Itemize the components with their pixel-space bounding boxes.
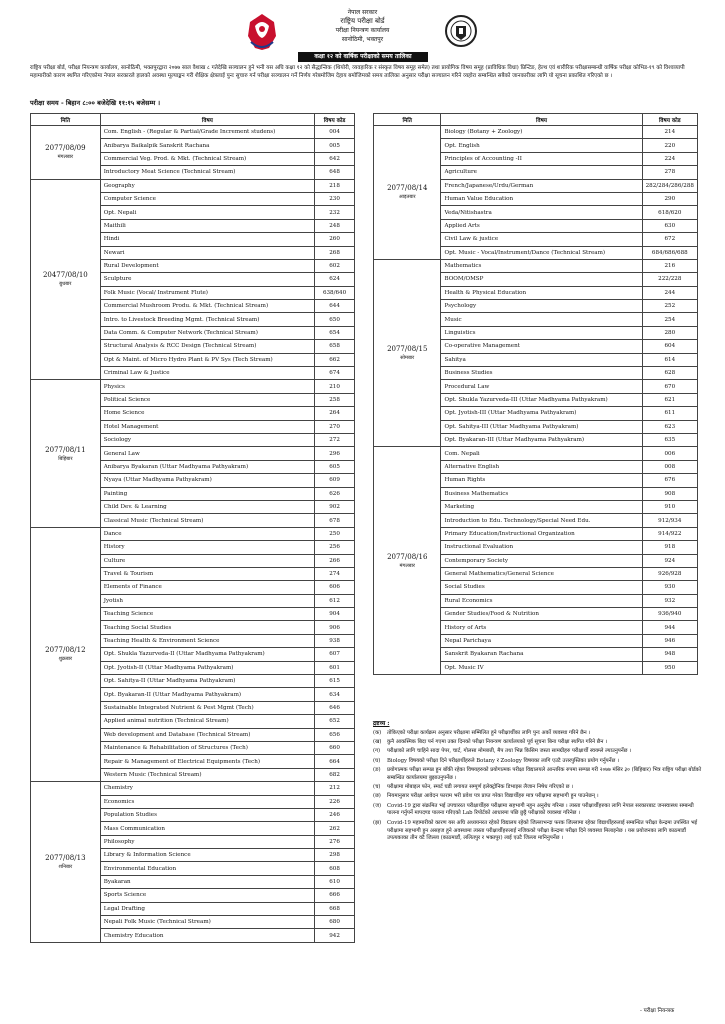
subject-code-cell: 682 [315,768,355,781]
subject-code-cell: 656 [315,728,355,741]
subject-code-cell: 646 [315,701,355,714]
note-text: Covid-19 महामारीको कारण यस अघि अध्ययनरत रहेको विद्यालय रहेको जिल्लाभन्दा फरक जिल्लामा रहेका विद्यार्थीहरुलाई सम्बन्धित परीक्षा केन्द्रमा उपस्थित भई परीक्षामा सहभागी हुन असहज हुने अवस्थामा त्यस्ता परीक्षार्थीहरुलाई नजिकको परीक्षा केन्द्रमा परीक्षा दिने व्यवस्था मिलाइनेछ । यस प्रयोजनका लागि काठमाडौं उपत्यकाका तीन वटै जिल्ला (काठमाडौं, ललितपुर र भक्तपुर) लाई एउटै जिल्ला मानिनुपर्नेछ । [387,819,698,842]
subject-code-cell: 274 [315,567,355,580]
subject-code-cell: 902 [315,500,355,513]
exam-date-cell [31,126,101,180]
subject-cell: Sahitya [441,353,642,366]
exam-weekday: आइतबार [398,194,416,201]
subject-code-cell: 008 [642,460,697,473]
subject-code-cell: 914/922 [642,527,697,540]
subject-cell: Mathematics [441,259,642,272]
subject-code-cell: 918 [642,541,697,554]
subject-code-cell: 614 [642,353,697,366]
exam-date: 2077/08/15 [387,345,428,354]
subject-cell: Commercial Mushroom Produ. & Mkt. (Technical Stream) [100,300,314,313]
note-text: Biology विषयको परीक्षा दिने परीक्षार्थीहरुले Botany र Zoology विषयका लागि एउटै उत्तरपुस्तिका प्रयोग गर्नुपर्नेछ । [387,757,620,764]
note-label: (च) [373,784,381,791]
subject-code-cell: 608 [315,862,355,875]
subject-code-cell: 272 [315,433,355,446]
note-label: (ज) [373,802,382,809]
table-row [31,782,355,795]
note-text: परीक्षामा मोबाइल फोन, स्मार्ट घडी लगायत सम्पूर्ण इलेक्ट्रोनिक डिभाइस लैजान निषेध गरिएको छ । [387,784,574,791]
subject-cell: Psychology [441,300,642,313]
note-item [373,730,703,738]
org-line-2: राष्ट्रिय परीक्षा बोर्ड [340,17,385,25]
subject-cell: Philosophy [100,835,314,848]
subject-cell: History of Arts [441,621,642,634]
subject-code-cell: 248 [315,219,355,232]
subject-code-cell: 276 [315,835,355,848]
exam-date: 2077/08/09 [45,144,86,153]
subject-cell: Alternative English [441,460,642,473]
subject-cell: Western Music (Technical Stream) [100,768,314,781]
org-line-3: परीक्षा नियन्त्रण कार्यालय [335,27,390,34]
subject-code-cell: 654 [315,326,355,339]
note-item [373,739,703,747]
table-header-row [31,114,355,126]
subject-cell: Repair & Management of Electrical Equipments (Tech) [100,755,314,768]
table-row [31,179,355,192]
subject-cell: General Mathematics/General Science [441,567,642,580]
subject-cell: Elements of Finance [100,581,314,594]
exam-date: 2077/08/13 [45,853,86,862]
subject-cell: Structural Analysis & RCC Design (Technical Stream) [100,340,314,353]
table-row [374,126,698,139]
note-item [373,767,703,783]
date-column-header: मिति [31,114,101,126]
note-text: तोकिएको परीक्षा कार्यक्रम अनुसार परीक्षामा सम्मिलित हुने परीक्षार्थीका लागि पुनः अर्को व्यवस्था गरिने छैन । [387,729,591,736]
subject-cell: Opt. Byakaran-II (Uttar Madhyama Pathyakram) [100,688,314,701]
subject-cell: Newari [100,246,314,259]
exam-date-cell [374,259,441,446]
subject-code-cell: 611 [642,407,697,420]
subject-code-cell: 618/620 [642,206,697,219]
subject-code-cell: 298 [315,849,355,862]
subject-cell: Mass Communication [100,822,314,835]
subject-cell: Environmental Education [100,862,314,875]
subject-code-cell: 950 [642,661,697,674]
subject-cell: Nepal Parichaya [441,634,642,647]
subject-code-cell: 004 [315,126,355,139]
subject-cell: Library & Information Science [100,849,314,862]
subject-cell: Criminal Law & Justice [100,367,314,380]
subject-cell: Sports Science [100,889,314,902]
subject-code-cell: 650 [315,313,355,326]
table-row [374,447,698,460]
notes-heading: द्रष्टव्य : [373,720,390,727]
subject-code-cell: 224 [642,152,697,165]
note-text: प्रयोगात्मक परीक्षा सम्पन्न हुन बाँकी रहेका विषयहरुको प्रयोगात्मक परीक्षा विद्यालयले आन्तरिक रुपमा सम्पन्न गरी २०७७ मंसिर ३० (बिहिबार) भित्र राष्ट्रिय परीक्षा बोर्डको सम्बन्धित कार्यालयमा बुझाउनुपर्नेछ । [387,766,702,781]
subject-code-cell: 642 [315,152,355,165]
signature: - परीक्षा नियन्त्रक [640,1008,675,1014]
subject-code-cell: 908 [642,487,697,500]
subject-code-cell: 624 [315,273,355,286]
subject-cell: Travel & Tourism [100,567,314,580]
subject-code-cell: 604 [642,340,697,353]
subject-code-cell: 602 [315,259,355,272]
subject-cell: Chemistry [100,782,314,795]
subject-code-cell: 612 [315,594,355,607]
subject-cell: Contemporary Society [441,554,642,567]
subject-cell: Opt. Byakaran-III (Uttar Madhyama Pathyakram) [441,433,642,446]
subject-cell: Jyotish [100,594,314,607]
code-column-header: विषय कोड [642,114,697,126]
subject-cell: Opt. Shukla Yazurveda-III (Uttar Madhyama Pathyakram) [441,393,642,406]
subject-cell: Intro. to Livestock Breeding Mgmt. (Technical Stream) [100,313,314,326]
subject-cell: General Law [100,447,314,460]
subject-cell: Sanskrit Byakaran Rachana [441,648,642,661]
subject-cell: Teaching Social Studies [100,621,314,634]
exam-weekday: शनिबार [58,863,73,870]
note-item [373,803,703,819]
subject-code-cell: 942 [315,929,355,942]
subject-code-cell: 280 [642,326,697,339]
subject-code-cell: 910 [642,500,697,513]
subject-code-cell: 938 [315,634,355,647]
board-seal-icon [444,12,478,50]
note-text: Covid-19 द्वारा संक्रमित भई उपचाररत परीक्षार्थीहरु परीक्षामा सहभागी नहुन अनुरोध गरिन्छ । त्यस्ता परीक्षार्थीहरुका लागि नेपाल सरकारबाट जनस्वास्थ्य सम्बन्धी पालना गर्नुपर्ने मापदण्ड पालना गरिएको Lab रिपोर्टको आधारमा पछि छुट्टै परीक्षाको व्यवस्था गरिनेछ । [387,802,694,817]
note-text: नियमानुसार परीक्षा आवेदन फाराम भरी प्रवेश पत्र प्राप्त गरेका विद्यार्थीहरु मात्र परीक्षामा सहभागी हुन पाउनेछन् । [387,793,599,800]
subject-code-cell: 621 [642,393,697,406]
subject-code-cell: 252 [642,300,697,313]
subject-code-cell: 628 [642,367,697,380]
subject-code-cell: 674 [315,367,355,380]
subject-code-cell: 270 [315,420,355,433]
subject-code-cell: 278 [642,166,697,179]
exam-weekday: बुधबार [59,281,72,288]
subject-code-cell: 630 [642,219,697,232]
subject-cell: Gender Studies/Food & Nutrition [441,608,642,621]
subject-cell: Rural Economics [441,594,642,607]
subject-code-cell: 609 [315,474,355,487]
subject-code-cell: 926/928 [642,567,697,580]
exam-date-cell [374,126,441,260]
subject-code-cell: 264 [315,407,355,420]
code-column-header: विषय कोड [315,114,355,126]
subject-cell: Social Studies [441,581,642,594]
note-item [373,793,703,801]
subject-code-cell: 230 [315,192,355,205]
subject-code-cell: 660 [315,741,355,754]
subject-cell: French/Japanese/Urdu/German [441,179,642,192]
subject-code-cell: 634 [315,688,355,701]
subject-code-cell: 260 [315,233,355,246]
org-line-4: सानोठिमी, भक्तपुर [341,36,384,43]
subject-cell: History [100,541,314,554]
subject-code-cell: 652 [315,715,355,728]
note-label: (क) [373,729,382,736]
exam-weekday: बिहिबार [58,455,73,462]
exam-weekday: शुक्रबार [58,656,73,663]
subject-code-cell: 906 [315,621,355,634]
subject-cell: Business Mathematics [441,487,642,500]
subject-cell: Opt. Sahitya-II (Uttar Madhyama Pathyakram) [100,675,314,688]
subject-cell: Maithili [100,219,314,232]
subject-cell: Sustainable Integrated Nutrient & Pest Mgmt (Tech) [100,701,314,714]
subject-code-cell: 244 [642,286,697,299]
subject-code-cell: 282/284/286/288 [642,179,697,192]
subject-cell: Computer Science [100,192,314,205]
subject-code-cell: 290 [642,192,697,205]
table-row [31,380,355,393]
note-item [373,758,703,766]
subject-code-cell: 648 [315,166,355,179]
subject-cell: Biology (Botany + Zoology) [441,126,642,139]
subject-cell: Child Dev. & Learning [100,500,314,513]
subject-code-cell: 006 [642,447,697,460]
subject-code-cell: 256 [315,541,355,554]
subject-cell: Instructional Evaluation [441,541,642,554]
note-label: (ङ) [373,766,381,773]
subject-cell: Nyaya (Uttar Madhyama Pathyakram) [100,474,314,487]
subject-cell: Com. English - (Regular & Partial/Grade Increment studens) [100,126,314,139]
subject-code-cell: 948 [642,648,697,661]
subject-code-cell: 216 [642,259,697,272]
subject-code-cell: 670 [642,380,697,393]
subject-cell: Geography [100,179,314,192]
document-title: कक्षा १२ को वार्षिक परीक्षाको समय तालिका [298,52,428,62]
subject-code-cell: 212 [315,782,355,795]
exam-time: परीक्षा समय - बिहान ८:०० बजेदेखि ११:१५ बजेसम्म । [30,99,161,107]
subject-code-cell: 932 [642,594,697,607]
subject-cell: Data Comm. & Computer Network (Technical Stream) [100,326,314,339]
subject-cell: Maintenance & Rehabilitation of Structures (Tech) [100,741,314,754]
nepal-emblem-icon [245,12,279,52]
subject-cell: Sociology [100,433,314,446]
subject-cell: Linguistics [441,326,642,339]
subject-cell: Opt. Jyotish-II (Uttar Madhyama Pathyakram) [100,661,314,674]
subject-code-cell: 210 [315,380,355,393]
subject-cell: Principles of Accounting -II [441,152,642,165]
subject-code-cell: 676 [642,474,697,487]
subject-code-cell: 936/940 [642,608,697,621]
notes-section [373,720,703,845]
subject-code-cell: 005 [315,139,355,152]
subject-cell: Introduction to Edu. Technology/Special Need Edu. [441,514,642,527]
subject-cell: Dance [100,527,314,540]
subject-cell: Home Science [100,407,314,420]
table-header-row [374,114,698,126]
subject-cell: Sculpture [100,273,314,286]
subject-cell: Painting [100,487,314,500]
note-item [373,820,703,843]
subject-code-cell: 222/228 [642,273,697,286]
subject-cell: Hindi [100,233,314,246]
exam-date: 2077/08/11 [45,445,86,454]
subject-code-cell: 262 [315,822,355,835]
exam-date-cell [31,527,101,781]
subject-cell: Physics [100,380,314,393]
subject-cell: Civil Law & justice [441,233,642,246]
subject-code-cell: 623 [642,420,697,433]
subject-cell: Applied animal nutrition (Technical Stream) [100,715,314,728]
subject-cell: Political Science [100,393,314,406]
subject-code-cell: 601 [315,661,355,674]
note-label: (झ) [373,819,382,826]
subject-code-cell: 266 [315,554,355,567]
exam-date-cell [31,380,101,527]
letterhead [0,0,725,70]
subject-code-cell: 904 [315,608,355,621]
subject-code-cell: 296 [315,447,355,460]
subject-code-cell: 606 [315,581,355,594]
organization-name [290,8,435,44]
subject-cell: Classical Music (Technical Stream) [100,514,314,527]
table-row [31,527,355,540]
subject-cell: Opt & Maint. of Micro Hydro Plant & PV Sys (Tech Stream) [100,353,314,366]
note-label: (ख) [373,739,382,746]
subject-code-cell: 680 [315,916,355,929]
subject-cell: Opt. English [441,139,642,152]
subject-code-cell: 635 [642,433,697,446]
subject-cell: Opt. Music - Vocal/Instrument/Dance (Technical Stream) [441,246,642,259]
subject-cell: Population Studies [100,808,314,821]
subject-code-cell: 220 [642,139,697,152]
subject-code-cell: 662 [315,353,355,366]
subject-cell: Human Rights [441,474,642,487]
subject-code-cell: 218 [315,179,355,192]
exam-weekday: सोमबार [400,355,415,362]
subject-code-cell: 930 [642,581,697,594]
subject-code-cell: 644 [315,300,355,313]
subject-cell: Opt. Jyotish-III (Uttar Madhyama Pathyakram) [441,407,642,420]
subject-cell: Opt. Nepali [100,206,314,219]
subject-code-cell: 946 [642,634,697,647]
exam-weekday: मंगलबार [399,562,415,569]
subject-code-cell: 246 [315,808,355,821]
subject-cell: Anibarya Baikalpik Sanskrit Rachana [100,139,314,152]
subject-code-cell: 226 [315,795,355,808]
subject-cell: Marketing [441,500,642,513]
subject-cell: Hotel Management [100,420,314,433]
subject-cell: Opt. Sahitya-III (Uttar Madhyama Pathyakram) [441,420,642,433]
subject-code-cell: 666 [315,889,355,902]
subject-code-cell: 605 [315,460,355,473]
subject-code-cell: 944 [642,621,697,634]
note-item [373,748,703,756]
subject-code-cell: 268 [315,246,355,259]
subject-code-cell: 610 [315,875,355,888]
table-row [374,259,698,272]
exam-date-cell [31,782,101,943]
subject-cell: Veda/Nitishastra [441,206,642,219]
subject-cell: Economics [100,795,314,808]
subject-code-cell: 664 [315,755,355,768]
subject-cell: Com. Nepali [441,447,642,460]
subject-cell: BOOM/OMSP [441,273,642,286]
subject-column-header: विषय [441,114,642,126]
subject-cell: Music [441,313,642,326]
subject-cell: Procedural Law [441,380,642,393]
subject-code-cell: 658 [315,340,355,353]
table-row [31,126,355,139]
exam-date-cell [31,179,101,380]
subject-cell: Anibarya Byakaran (Uttar Madhyama Pathyakram) [100,460,314,473]
subject-cell: Folk Music (Vocal/ Instrument Flute) [100,286,314,299]
subject-code-cell: 924 [642,554,697,567]
exam-weekday: मंगलबार [57,154,74,161]
subject-column-header: विषय [100,114,314,126]
subject-code-cell: 638/640 [315,286,355,299]
subject-cell: Rural Development [100,259,314,272]
note-item [373,784,703,792]
subject-code-cell: 615 [315,675,355,688]
subject-code-cell: 607 [315,648,355,661]
note-text: परीक्षाको लागि चाहिने सादा पेपर, चार्ट, गोलसा मोमबत्ती, मैप तथा भिन्न किसिम जस्ता सामग्रीहरु परीक्षार्थी स्वयम्ले ल्याउनुपर्नेछ । [387,748,632,755]
subject-code-cell: 678 [315,514,355,527]
subject-cell: Human Value Education [441,192,642,205]
schedule-table-left [30,113,355,943]
subject-cell: Primary Education/Instructional Organization [441,527,642,540]
note-text: कुनै आकस्मिक बिदा पर्न गएमा उक्त दिनको परीक्षा नियन्त्रण कार्यालयको पूर्व सूचना बिना परीक्षा स्थगित गरिने छैन । [387,739,608,746]
subject-cell: Opt. Shukla Yazurveda-II (Uttar Madhyama Pathyakram) [100,648,314,661]
note-label: (ग) [373,748,381,755]
subject-code-cell: 254 [642,313,697,326]
subject-cell: Commercial Veg. Prod. & Mkt. (Technical Stream) [100,152,314,165]
subject-cell: Health & Physical Education [441,286,642,299]
intro-paragraph: राष्ट्रिय परीक्षा बोर्ड, परीक्षा नियन्त्रण कार्यालय, सानोठिमी, भक्तपुरद्वारा २०७७ साल वैशाख ८ गतेदेखि सञ्चालन हुने भनी यस अघि कक्षा १२ को सैद्धान्तिक (थियोरी, व्यवहारिक र संस्कृत विषय समूह समेत) तथा प्रायोगिक विषय समूह (प्राविधिक विधा) प्रिन्टिङ, हेल्थ एवं शारीरिक परीक्षासम्बन्धी वार्षिक परीक्षा कोभिड-१९ को विश्वव्यापी महामारीको कारण स्थगित गरिएकोमा नेपाल सरकारले हालको अवस्था मूल्याङ्कन गरी शैक्षिक क्षेत्रलाई पुनः सुचारु गर्न परीक्षा सञ्चालन गर्ने निर्णय गरेबमोजिम देहाय बमोजिमको समय तालिका अनुसार परीक्षा सञ्चालन गरिने व्यहोरा सम्बन्धित सबैको जानकारीका लागि यो सूचना प्रकाशित गरिएको छ । [30,65,685,79]
subject-cell: Legal Drafting [100,902,314,915]
subject-cell: Byakaran [100,875,314,888]
exam-date: 2077/08/12 [45,646,86,655]
subject-cell: Applied Arts [441,219,642,232]
subject-cell: Opt. Music IV [441,661,642,674]
subject-code-cell: 214 [642,126,697,139]
subject-code-cell: 626 [315,487,355,500]
org-line-1: नेपाल सरकार [347,9,378,16]
subject-code-cell: 912/934 [642,514,697,527]
subject-cell: Introductory Meat Science (Technical Stream) [100,166,314,179]
subject-cell: Chemistry Education [100,929,314,942]
subject-code-cell: 684/686/688 [642,246,697,259]
exam-date: 2077/08/16 [387,552,428,561]
exam-date: 20477/08/10 [42,271,88,280]
subject-cell: Culture [100,554,314,567]
note-label: (घ) [373,757,381,764]
exam-date-cell [374,447,441,675]
exam-date: 2077/08/14 [387,184,428,193]
subject-cell: Agriculture [441,166,642,179]
subject-cell: Teaching Health & Environment Science [100,634,314,647]
subject-cell: Nepali Folk Music (Technical Stream) [100,916,314,929]
subject-code-cell: 250 [315,527,355,540]
subject-cell: Teaching Science [100,608,314,621]
subject-code-cell: 232 [315,206,355,219]
subject-cell: Business Studies [441,367,642,380]
subject-cell: Co-operative Management [441,340,642,353]
subject-cell: Web development and Database (Technical Stream) [100,728,314,741]
subject-code-cell: 668 [315,902,355,915]
subject-code-cell: 258 [315,393,355,406]
note-label: (छ) [373,793,381,800]
date-column-header: मिति [374,114,441,126]
schedule-table-right [373,113,698,675]
subject-code-cell: 672 [642,233,697,246]
